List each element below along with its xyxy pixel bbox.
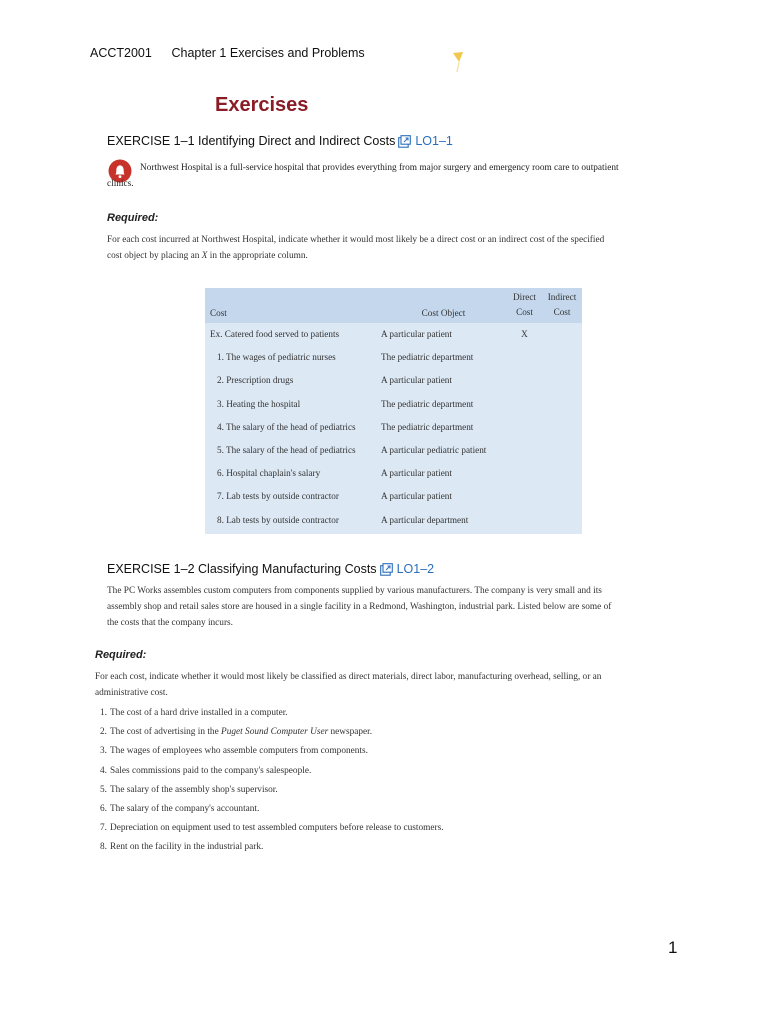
external-link-icon[interactable] (398, 135, 411, 148)
cell-cost-object: A particular pediatric patient (381, 445, 487, 455)
cell-cost-object: A particular patient (381, 329, 452, 339)
cell-cost: 6. Hospital chaplain's salary (217, 468, 321, 479)
list-item (98, 781, 444, 800)
decorative-mark (452, 50, 464, 74)
intro-line: the costs that the company incurs. (107, 618, 233, 628)
learning-objective-link[interactable]: LO1–2 (396, 562, 435, 576)
list-item-text: newspaper. (328, 727, 373, 738)
list-item-number: 5. (100, 784, 107, 795)
list-item (98, 762, 444, 781)
list-item (98, 838, 444, 857)
instruction-text: cost object by placing an (107, 251, 202, 261)
cell-cost: 2. Prescription drugs (217, 375, 294, 386)
page-number: 1 (668, 938, 678, 957)
list-item-title: Puget Sound Computer User (221, 727, 329, 738)
exercise-2-heading (107, 562, 434, 576)
cell-cost-object: The pediatric department (381, 398, 474, 409)
page-header (90, 46, 365, 60)
instruction-line (107, 248, 687, 264)
header-direct-line1: Direct (513, 292, 536, 302)
list-item (98, 819, 444, 838)
cell-cost: 3. Heating the hospital (217, 398, 301, 409)
cell-cost-object: The pediatric department (381, 421, 474, 432)
section-title: Exercises (215, 94, 309, 116)
list-item-text: The salary of the company's accountant. (110, 803, 260, 814)
list-item-text: The wages of employees who assemble computers from components. (110, 746, 368, 757)
instruction-line: administrative cost. (95, 688, 168, 698)
list-item-number: 3. (100, 746, 107, 757)
header-direct-line2: Cost (516, 307, 533, 317)
header-cost: Cost (210, 308, 227, 318)
table-header (205, 288, 582, 323)
list-item (98, 723, 444, 742)
cell-cost-object: A particular patient (381, 491, 452, 502)
list-item (98, 704, 444, 723)
required-label: Required: (107, 212, 159, 224)
cell-cost: 4. The salary of the head of pediatrics (217, 421, 356, 432)
list-item-text: Depreciation on equipment used to test assembled computers before release to customers. (110, 823, 444, 834)
header-indirect-line2: Cost (553, 307, 571, 317)
cell-cost: Ex. Catered food served to patients (210, 329, 340, 339)
intro-line: Northwest Hospital is a full-service hospital that provides everything from major surgery and emergency room care to outpatient (140, 163, 619, 173)
chapter-title: Chapter 1 Exercises and Problems (171, 46, 365, 60)
list-item (98, 742, 444, 761)
intro-line: assembly shop and retail sales store are housed in a single facility in a Redmond, Washington, industrial park. Listed below are some of (107, 602, 612, 612)
list-item-number: 6. (100, 803, 107, 814)
cell-cost-object: A particular patient (381, 375, 452, 386)
exercise-2-title: EXERCISE 1–2 Classifying Manufacturing Costs (107, 562, 377, 576)
cell-cost: 5. The salary of the head of pediatrics (217, 445, 356, 455)
list-item-number: 4. (100, 765, 107, 776)
list-item (98, 800, 444, 819)
header-direct-cost (506, 290, 543, 320)
cell-cost: 8. Lab tests by outside contractor (217, 514, 339, 525)
intro-line: The PC Works assembles custom computers from components supplied by various manufacturers. The company is very small and its (107, 586, 602, 596)
required-label: Required: (95, 649, 147, 661)
list-item-number: 7. (100, 823, 107, 834)
list-item-text: The salary of the assembly shop's supervisor. (110, 784, 278, 795)
instruction-line: For each cost incurred at Northwest Hospital, indicate whether it would most likely be a direct cost or an indirect cost of the specified (107, 235, 605, 245)
header-indirect-line1: Indirect (547, 292, 577, 302)
cell-cost-object: The pediatric department (381, 352, 474, 363)
exercise-1-title: EXERCISE 1–1 Identifying Direct and Indirect Costs (107, 134, 396, 148)
cell-direct: X (521, 329, 528, 339)
exercise-2-instructions (95, 669, 695, 701)
list-item-text: Sales commissions paid to the company's salespeople. (110, 765, 312, 776)
cell-cost: 7. Lab tests by outside contractor (217, 491, 339, 502)
cell-cost-object: A particular department (381, 514, 469, 525)
instruction-text: in the appropriate column. (207, 251, 308, 261)
list-item-text: Rent on the facility in the industrial park. (110, 842, 264, 853)
exercise-2-intro (107, 583, 687, 631)
exercise-1-intro (107, 160, 679, 192)
exercise-1-instructions (107, 232, 687, 264)
exercise-1-heading (107, 134, 453, 148)
learning-objective-link[interactable]: LO1–1 (415, 134, 453, 148)
list-item-text: The cost of a hard drive installed in a computer. (110, 708, 288, 718)
instruction-variable: X (201, 251, 208, 261)
cell-cost: 1. The wages of pediatric nurses (217, 352, 336, 363)
list-item-text: The cost of advertising in the (110, 727, 222, 738)
header-cost-object: Cost Object (421, 308, 466, 318)
instruction-line: For each cost, indicate whether it would most likely be classified as direct materials, direct labor, manufacturing overhead, selling, or an (95, 672, 602, 682)
course-code: ACCT2001 (90, 46, 152, 60)
cost-list (98, 704, 444, 858)
list-item-number: 2. (100, 727, 107, 738)
list-item-number: 1. (100, 708, 107, 718)
cost-classification-table (205, 288, 582, 534)
external-link-icon[interactable] (380, 563, 393, 576)
list-item-number: 8. (100, 842, 107, 853)
intro-line: clinics. (107, 179, 134, 189)
cell-cost-object: A particular patient (381, 468, 452, 479)
header-indirect-cost (543, 290, 581, 320)
